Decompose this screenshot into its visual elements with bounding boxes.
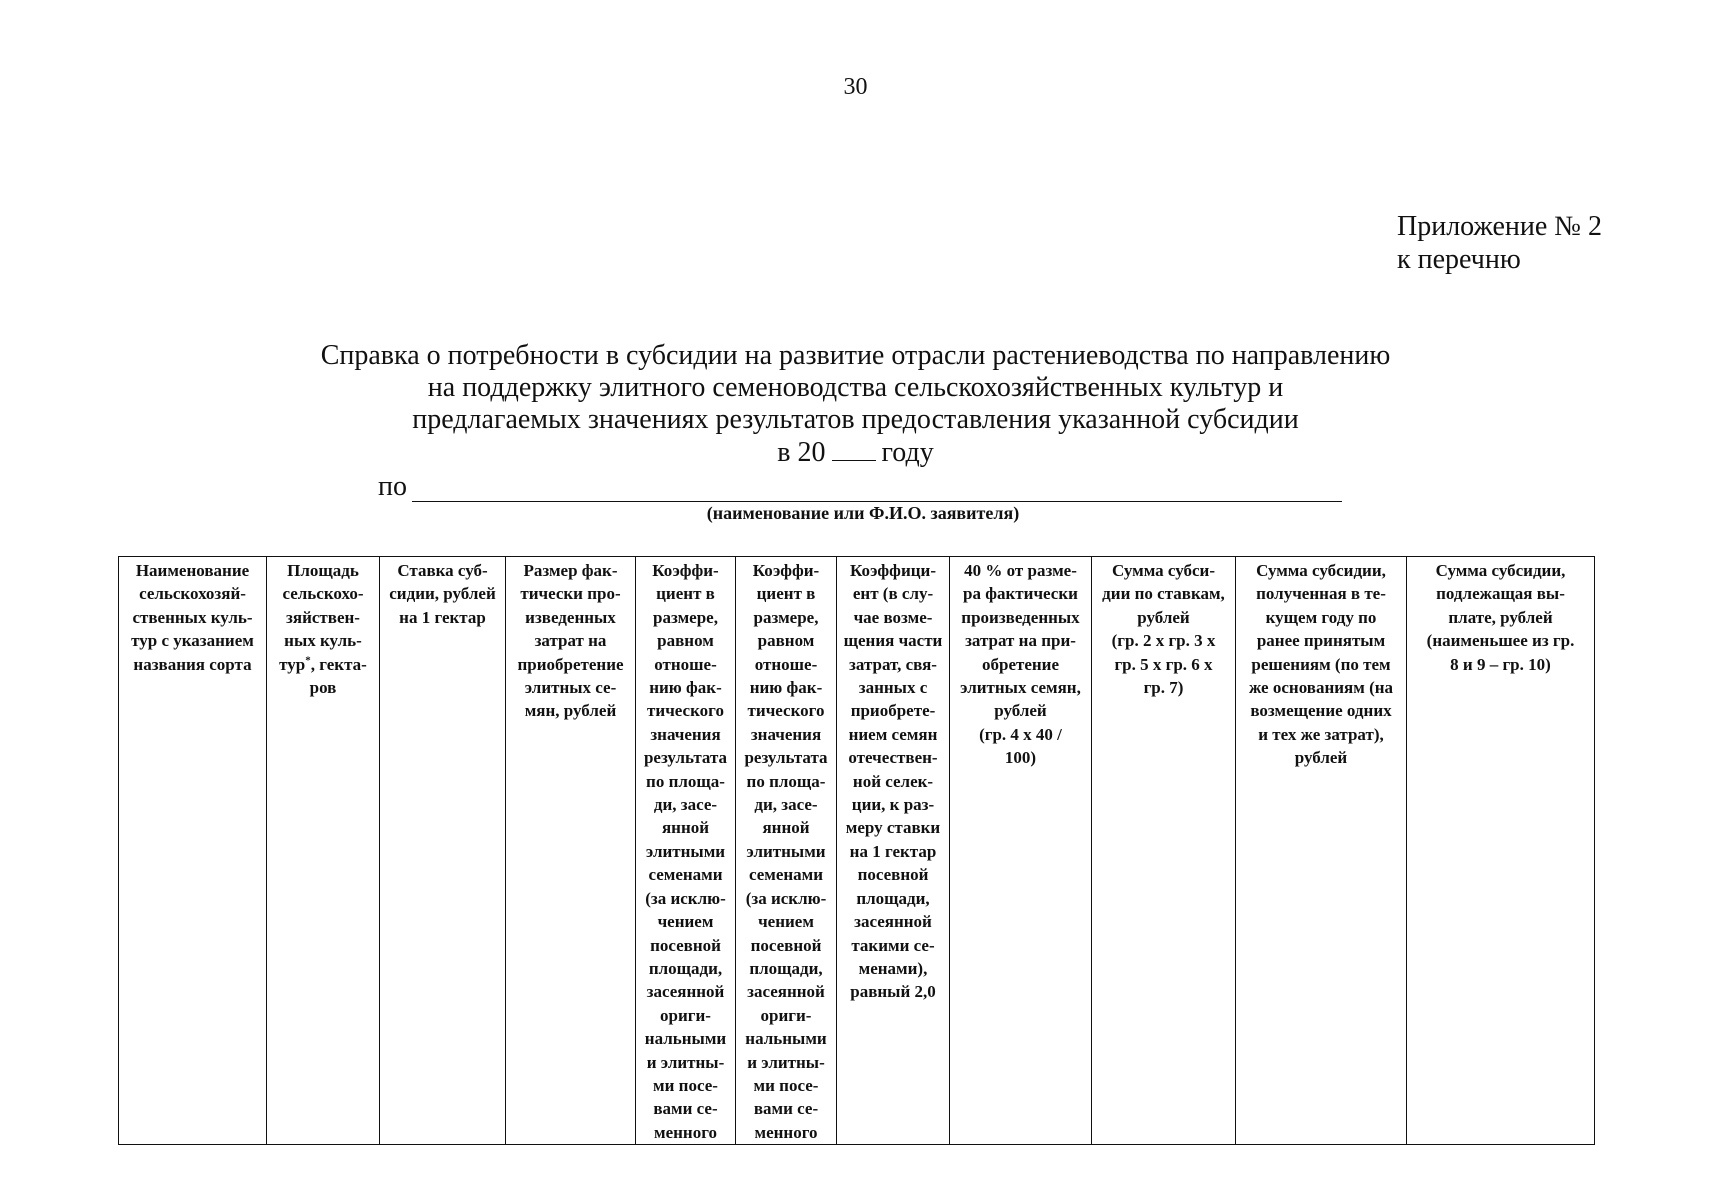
header-cell-subsidy-payable: Сумма субсидии, подлежащая вы- плате, рублей (наименьшее из гр. 8 и 9 – гр. 10) bbox=[1407, 557, 1595, 1145]
applicant-prefix: по bbox=[378, 471, 407, 502]
subsidy-table-wrapper bbox=[118, 556, 1594, 1142]
appendix-line-2: к перечню bbox=[1397, 244, 1521, 275]
header-cell-forty-percent: 40 % от разме- ра фактически произведенных затрат на при- обретение элитных семян, рублей (гр. 4 х 40 / 100) bbox=[950, 557, 1092, 1145]
table-header-row bbox=[119, 557, 1595, 1145]
header-cell-actual-costs: Размер фак- тически про- изведенных затрат на приобретение элитных се- мян, рублей bbox=[506, 557, 636, 1145]
title-line-3: предлагаемых значениях результатов предоставления указанной субсидии bbox=[412, 404, 1299, 435]
year-suffix: году bbox=[881, 437, 934, 468]
header-cell-subsidy-received: Сумма субсидии, полученная в те- кущем году по ранее принятым решениям (по тем же основаниям (на возмещение одних и тех же затрат), рублей bbox=[1236, 557, 1407, 1145]
header-cell-area: Площадь сельскохо- зяйствен- ных куль- тур*, гекта- ров bbox=[267, 557, 380, 1145]
year-blank-field bbox=[832, 436, 876, 461]
appendix-line-1: Приложение № 2 bbox=[1397, 211, 1602, 242]
document-title bbox=[0, 340, 1711, 469]
header-cell-crop-name: Наименование сельскохозяй- ственных куль- тур с указанием названия сорта bbox=[119, 557, 267, 1145]
appendix-reference bbox=[1397, 210, 1602, 276]
footnote-mark: * bbox=[305, 653, 311, 666]
header-cell-coefficient-domestic: Коэффици- ент (в слу- чае возме- щения части затрат, свя- занных с приобрете- нием семян отечествен- ной селек- ции, к раз- меру ставки на 1 гектар посевной площади, засеянной такими се- менами), равный 2,0 bbox=[837, 557, 950, 1145]
page-number: 30 bbox=[843, 74, 868, 100]
header-cell-subsidy-by-rates: Сумма субси- дии по ставкам, рублей (гр. 2 х гр. 3 х гр. 5 х гр. 6 х гр. 7) bbox=[1092, 557, 1236, 1145]
applicant-caption: (наименование или Ф.И.О. заявителя) bbox=[706, 503, 1020, 523]
header-cell-coefficient-1: Коэффи- циент в размере, равном отноше- нию фак- тического значения результата по площа- ди, засе- янной элитными семенами (за исклю- чением посевной площади, засеянной ориги- нальными и элитны- ми посе- вами се- менного bbox=[636, 557, 736, 1145]
title-line-2: на поддержку элитного семеноводства сельскохозяйственных культур и bbox=[427, 372, 1284, 403]
year-prefix: в 20 bbox=[777, 437, 826, 468]
subsidy-table bbox=[118, 556, 1595, 1145]
header-cell-rate: Ставка суб- сидии, рублей на 1 гектар bbox=[380, 557, 506, 1145]
title-year-line bbox=[0, 436, 1711, 469]
header-cell-coefficient-2: Коэффи- циент в размере, равном отноше- нию фак- тического значения результата по площа- ди, засе- янной элитными семенами (за исклю- чением посевной площади, засеянной ориги- нальными и элитны- ми посе- вами се- менного bbox=[736, 557, 837, 1145]
title-line-1: Справка о потребности в субсидии на развитие отрасли растениеводства по направлению bbox=[320, 340, 1391, 371]
applicant-row bbox=[378, 470, 1348, 504]
